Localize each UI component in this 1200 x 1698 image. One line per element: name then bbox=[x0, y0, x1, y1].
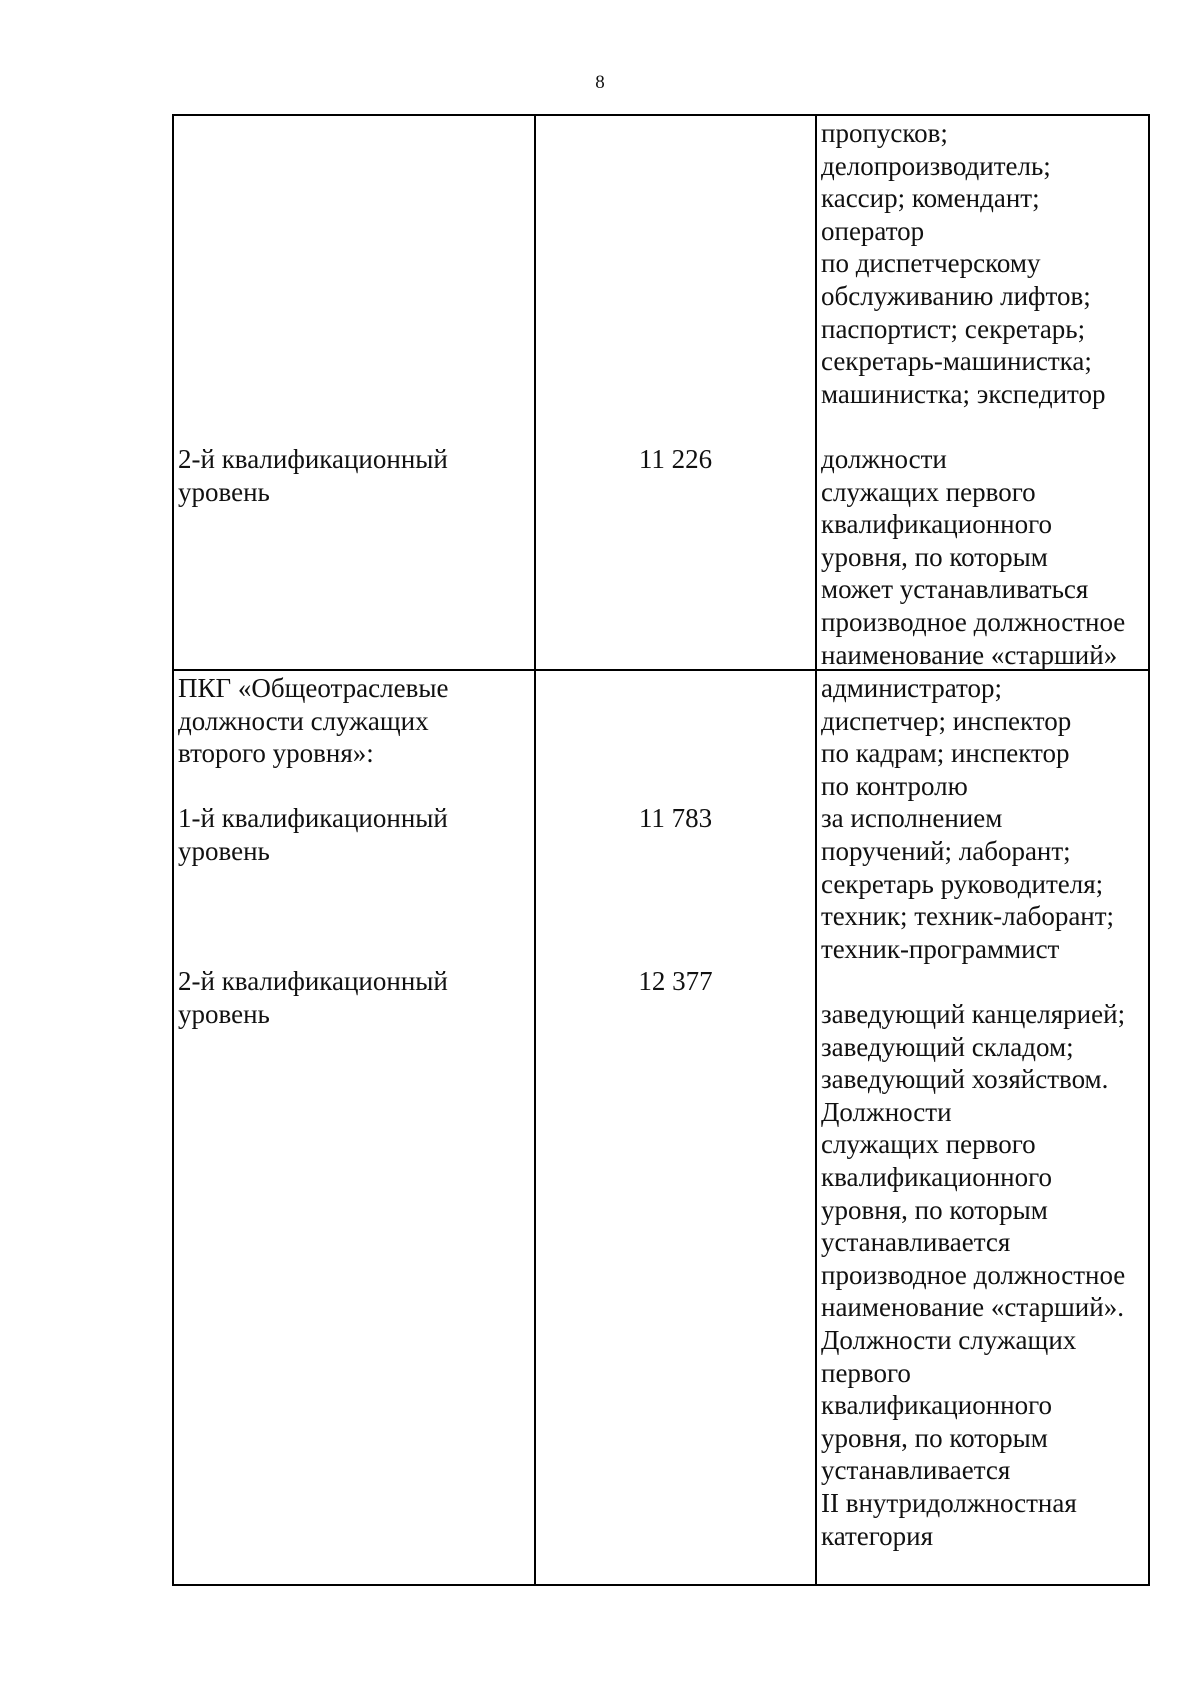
row2-level1-positions: администратор; диспетчер; инспектор по кадрам; инспектор по контролю за исполнением поручений; лаборант; секретарь руководителя; техник; техник-лаборант; техник-программист bbox=[821, 673, 1115, 964]
row2-level1-salary-value: 11 783 bbox=[638, 803, 713, 833]
table-column-divider-1 bbox=[534, 114, 536, 1586]
row1-positions-note: должности служащих первого квалификационного уровня, по которым может устанавливаться производное должностное наименование «старший» bbox=[821, 444, 1126, 670]
row2-level2-salary-value: 12 377 bbox=[638, 966, 713, 996]
row1-level-name: 2-й квалификационный уровень bbox=[178, 444, 448, 507]
table-border-left bbox=[172, 114, 174, 1586]
page-number: 8 bbox=[595, 72, 605, 93]
row2-level2-name: 2-й квалификационный уровень bbox=[178, 966, 448, 1029]
table-column-divider-2 bbox=[815, 114, 817, 1586]
row2-group-title: ПКГ «Общеотраслевые должности служащих второго уровня»: bbox=[178, 673, 449, 769]
row1-positions-list: пропусков; делопроизводитель; кассир; комендант; оператор по диспетчерскому обслуживанию лифтов; паспортист; секретарь; секретарь-машинистка; машинистка; экспедитор bbox=[821, 118, 1106, 409]
row1-salary-value: 11 226 bbox=[638, 444, 713, 474]
row2-level2-positions: заведующий канцелярией; заведующий складом; заведующий хозяйством. Должности служащих первого квалификационного уровня, по которым устанавливается производное должностное наименование «старший». Должности служащих первого квалификационного уровня, по которым устанавливается II внутридолжностная категория bbox=[821, 999, 1126, 1551]
table-border-bottom bbox=[172, 1584, 1150, 1586]
table-border-top bbox=[172, 114, 1150, 116]
row2-level1-name: 1-й квалификационный уровень bbox=[178, 803, 448, 866]
table-border-right bbox=[1148, 114, 1150, 1586]
